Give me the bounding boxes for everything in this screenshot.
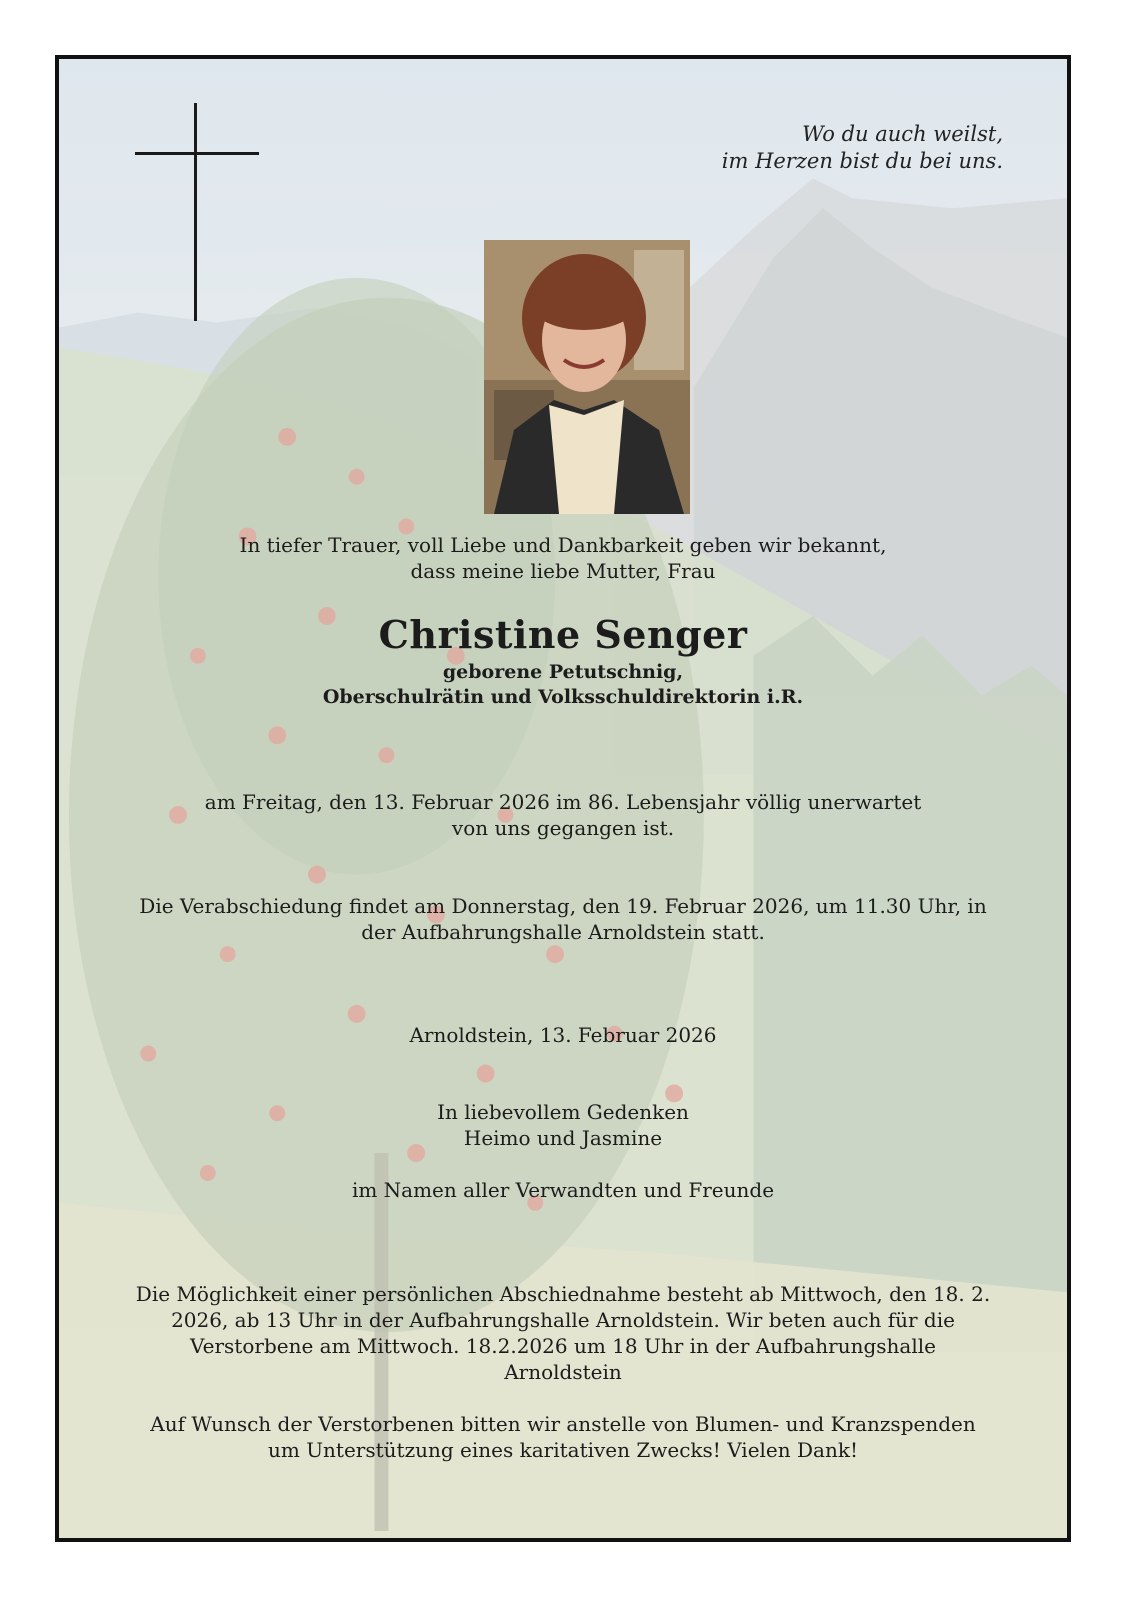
farewell-line-2: der Aufbahrungshalle Arnoldstein statt. (361, 920, 765, 944)
mourners-line-1: In liebevollem Gedenken (437, 1100, 689, 1124)
birth-name: geborene Petutschnig, (442, 661, 684, 683)
cross-horizontal-bar (135, 152, 259, 155)
death-line-1: am Freitag, den 13. Februar 2026 im 86. Lebensjahr völlig unerwartet (204, 790, 922, 814)
cross-icon (135, 103, 259, 321)
quote-line-2: im Herzen bist du bei uns. (721, 149, 1003, 173)
cross-vertical-bar (194, 103, 197, 321)
viewing-line-3: Verstorbene am Mittwoch. 18.2.2026 um 18 Uhr in der Aufbahrungshalle (190, 1334, 936, 1358)
quote-line-1: Wo du auch weilst, (802, 122, 1003, 146)
viewing-line-4: Arnoldstein (504, 1360, 622, 1384)
obituary-frame (55, 55, 1071, 1542)
wish-line-2: um Unterstützung eines karitativen Zwecks! Vielen Dank! (267, 1438, 858, 1462)
death-announcement (59, 789, 1067, 841)
place-date: Arnoldstein, 13. Februar 2026 (409, 1023, 717, 1047)
viewing-line-1: Die Möglichkeit einer persönlichen Abschiednahme besteht ab Mittwoch, den 18. 2. (135, 1282, 991, 1306)
farewell-info (59, 893, 1067, 945)
mourners-block (59, 1099, 1067, 1151)
farewell-line-1: Die Verabschiedung findet am Donnerstag, den 19. Februar 2026, um 11.30 Uhr, in (139, 894, 987, 918)
deceased-name: Christine Senger (378, 612, 748, 657)
viewing-info (59, 1281, 1067, 1385)
donation-wish (59, 1411, 1067, 1463)
intro-line-1: In tiefer Trauer, voll Liebe und Dankbarkeit geben wir bekannt, (239, 533, 887, 557)
deceased-details (59, 660, 1067, 710)
epitaph-quote (722, 121, 1003, 175)
portrait-photo (484, 240, 690, 514)
relatives-line: im Namen aller Verwandten und Freunde (351, 1178, 775, 1202)
intro-text (59, 532, 1067, 584)
deceased-title: Oberschulrätin und Volksschuldirektorin i.R. (322, 686, 804, 708)
intro-line-2: dass meine liebe Mutter, Frau (410, 559, 716, 583)
viewing-line-2: 2026, ab 13 Uhr in der Aufbahrungshalle Arnoldstein. Wir beten auch für die (171, 1308, 955, 1332)
mourners-line-2: Heimo und Jasmine (463, 1126, 663, 1150)
death-line-2: von uns gegangen ist. (451, 816, 675, 840)
wish-line-1: Auf Wunsch der Verstorbenen bitten wir anstelle von Blumen- und Kranzspenden (150, 1412, 976, 1436)
